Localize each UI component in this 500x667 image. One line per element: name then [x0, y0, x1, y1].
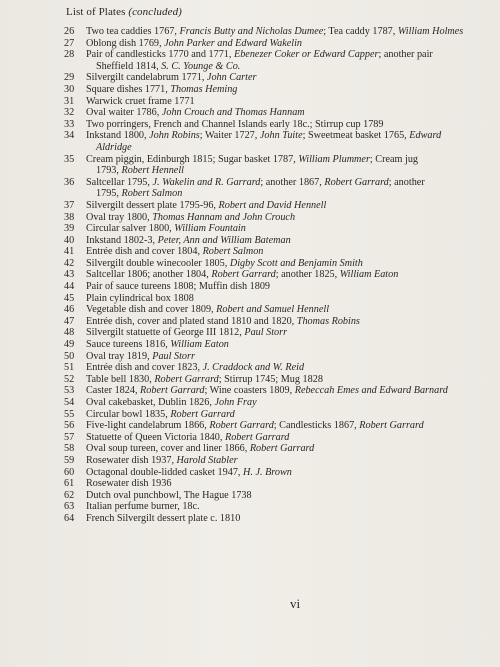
plate-number: 62	[64, 489, 75, 501]
maker-name: H. J. Brown	[243, 466, 292, 478]
plate-caption	[86, 409, 235, 421]
plate-text: ; another 1825,	[275, 269, 340, 281]
plate-caption	[86, 38, 302, 50]
plate-text: ; Stirrup 1745; Mug 1828	[218, 373, 323, 385]
plate-text: Oval waiter 1786,	[86, 107, 162, 119]
maker-name: S. C. Younge & Co.	[161, 60, 241, 72]
plate-number: 61	[64, 478, 75, 490]
maker-name: J. Wakelin and R. Garrard	[152, 176, 261, 188]
maker-name: Robert and David Hennell	[218, 199, 327, 211]
maker-name: Thomas Robins	[296, 315, 360, 327]
plate-text: Saltcellar 1795,	[86, 176, 153, 188]
plate-caption	[86, 281, 270, 293]
plate-text: Circular bowl 1835,	[86, 408, 171, 420]
plate-number: 43	[64, 269, 75, 281]
plate-number: 48	[64, 327, 75, 339]
plate-entry	[64, 467, 494, 479]
plate-text: French Silvergilt dessert plate c. 1810	[86, 512, 241, 524]
plate-text: Warwick cruet frame 1771	[86, 95, 195, 107]
plate-number: 41	[64, 246, 75, 258]
maker-name: John Robins	[149, 130, 200, 142]
plate-text: ; Candlesticks 1867,	[273, 420, 360, 432]
plate-number: 49	[64, 339, 75, 351]
plate-number: 40	[64, 234, 75, 246]
plate-text: Sauce tureens 1816,	[86, 339, 171, 351]
plate-entry	[64, 235, 494, 247]
maker-name: John Parker and Edward Wakelin	[164, 37, 302, 49]
plate-caption-continued	[96, 61, 240, 73]
maker-name: Thomas Heming	[170, 83, 238, 95]
plate-entry	[64, 397, 494, 409]
plate-text: Silvergilt double winecooler 1805,	[86, 257, 230, 269]
plate-text: Entrée dish, cover and plated stand 1810 and 1820,	[86, 315, 297, 327]
plate-entry	[64, 304, 494, 316]
plate-entry	[64, 339, 494, 351]
plate-caption	[86, 96, 195, 108]
maker-name: Robert Garrard	[154, 373, 219, 385]
plate-number: 30	[64, 83, 75, 95]
plate-number: 26	[64, 26, 75, 37]
plate-number: 64	[64, 512, 75, 524]
plate-text: Circular salver 1800,	[86, 223, 175, 235]
plate-caption	[86, 490, 252, 502]
plate-entry	[64, 316, 494, 328]
plate-number: 39	[64, 223, 75, 235]
plate-entry	[64, 212, 494, 224]
plate-number: 42	[64, 257, 75, 269]
maker-name: Robert and Samuel Hennell	[216, 304, 330, 316]
plate-text: Inkstand 1800,	[86, 130, 150, 142]
plate-entry	[64, 490, 494, 502]
plate-entry	[64, 200, 494, 212]
plate-text: Silvergilt statuette of George III 1812,	[86, 327, 245, 339]
plate-caption	[86, 293, 194, 305]
maker-name: William Plummer	[298, 153, 370, 165]
plate-caption	[86, 501, 200, 513]
plate-caption	[86, 339, 229, 351]
plate-text: Five-light candelabrum 1866,	[86, 420, 210, 432]
plate-text: Inkstand 1802-3,	[86, 234, 158, 246]
plate-number: 53	[64, 385, 75, 397]
plate-number: 55	[64, 408, 75, 420]
plate-text: Pair of candlesticks 1770 and 1771,	[86, 49, 234, 61]
maker-name: Paul Storr	[244, 327, 288, 339]
plate-text: 1795,	[96, 188, 122, 200]
maker-name: Robert Garrard	[359, 420, 424, 432]
plate-number: 36	[64, 176, 75, 188]
plate-entry	[64, 362, 494, 374]
page-number: vi	[289, 596, 301, 611]
plate-number: 50	[64, 350, 75, 362]
plate-text: ; another pair	[378, 49, 433, 61]
plate-text: ; another 1867,	[260, 176, 325, 188]
plate-number: 34	[64, 130, 75, 142]
plate-number: 44	[64, 281, 75, 293]
maker-name: Aldridge	[96, 141, 132, 153]
maker-name: William Holmes	[397, 26, 464, 37]
plate-caption	[86, 432, 289, 444]
plate-text: ; Wine coasters 1809,	[204, 385, 295, 397]
maker-name: Robert Garrard	[170, 408, 235, 420]
plate-entry	[64, 84, 494, 96]
plate-caption	[86, 49, 433, 61]
plate-number: 37	[64, 199, 75, 211]
maker-name: Digby Scott and Benjamin Smith	[229, 257, 363, 269]
plate-caption	[86, 212, 295, 224]
plate-number: 60	[64, 466, 75, 478]
plate-number: 52	[64, 373, 75, 385]
plate-text: Rosewater dish 1937,	[86, 454, 177, 466]
plate-caption	[86, 327, 287, 339]
plate-text: Entrée dish and cover 1804,	[86, 246, 203, 258]
maker-name: William Eaton	[170, 339, 229, 351]
plate-caption	[86, 130, 441, 142]
plate-caption	[86, 84, 237, 96]
plate-list	[64, 26, 494, 525]
plate-caption	[86, 246, 263, 258]
maker-name: Edward	[409, 130, 442, 142]
plate-caption	[86, 235, 291, 247]
plate-text: Statuette of Queen Victoria 1840,	[86, 431, 225, 443]
plate-text: Pair of sauce tureens 1808; Muffin dish 1809	[86, 281, 271, 293]
plate-text: Octagonal double-lidded casket 1947,	[86, 466, 244, 478]
plate-number: 28	[64, 49, 75, 61]
plate-number: 38	[64, 211, 75, 223]
maker-name: John Crouch and Thomas Hannam	[161, 107, 305, 119]
plate-text: Oval soup tureen, cover and liner 1866,	[86, 443, 250, 455]
plate-number: 46	[64, 304, 75, 316]
plate-entry	[64, 385, 494, 397]
plate-text: Plain cylindrical box 1808	[86, 292, 194, 304]
maker-name: William Fountain	[174, 223, 246, 235]
maker-name: William Eaton	[339, 269, 399, 281]
plate-caption	[86, 177, 425, 189]
plate-entry	[64, 432, 494, 444]
plate-entry	[64, 281, 494, 293]
plate-caption	[86, 223, 246, 235]
plate-caption	[86, 72, 256, 84]
plate-entry	[64, 443, 494, 455]
plate-number: 51	[64, 362, 75, 374]
plate-text: Oval cakebasket, Dublin 1826,	[86, 397, 215, 408]
plate-text: Saltcellar 1806; another 1804,	[86, 269, 212, 281]
plate-text: 1793,	[96, 165, 122, 177]
plate-caption	[86, 26, 463, 38]
maker-name: Paul Storr	[152, 350, 195, 362]
plate-entry	[64, 258, 494, 270]
maker-name: Robert Garrard	[211, 269, 276, 281]
plate-caption	[86, 385, 448, 397]
plate-caption	[86, 397, 257, 409]
plate-entry	[64, 501, 494, 513]
plate-caption	[86, 478, 171, 490]
maker-name: Robert Hennell	[121, 165, 184, 177]
plate-number: 31	[64, 95, 75, 107]
plate-caption	[86, 107, 305, 119]
list-heading-title: List of Plates	[66, 6, 126, 18]
plate-entry	[64, 49, 494, 72]
plate-text: ; another	[388, 176, 425, 188]
maker-name: Robert Garrard	[324, 176, 389, 188]
maker-name: Harold Stabler	[176, 454, 238, 466]
maker-name: Thomas Hannam and John Crouch	[152, 211, 296, 223]
plate-text: Two tea caddies 1767,	[86, 26, 180, 37]
maker-name: Robert Garrard	[249, 443, 315, 455]
plate-entry	[64, 72, 494, 84]
plate-number: 45	[64, 292, 75, 304]
plate-caption	[86, 374, 323, 386]
plate-entry	[64, 119, 494, 131]
list-heading	[66, 6, 182, 18]
plate-text: Silvergilt dessert plate 1795-96,	[86, 199, 219, 211]
plate-text: Oblong dish 1769,	[86, 37, 165, 49]
maker-name: Peter, Ann and William Bateman	[157, 234, 291, 246]
plate-text: Dutch oval punchbowl, The Hague 1738	[86, 489, 252, 501]
maker-name: Robert Salmon	[202, 246, 264, 258]
plate-number: 27	[64, 37, 75, 49]
plate-number: 56	[64, 420, 75, 432]
plate-caption	[86, 443, 314, 455]
plate-text: Oval tray 1819,	[86, 350, 153, 362]
maker-name: Ebenezer Coker or Edward Capper	[233, 49, 379, 61]
plate-caption	[86, 258, 363, 270]
plate-caption-continued	[96, 188, 182, 200]
plate-text: ; Tea caddy 1787,	[323, 26, 398, 37]
plate-entry	[64, 513, 494, 525]
plate-text: Cream piggin, Edinburgh 1815; Sugar basket 1787,	[86, 153, 299, 165]
maker-name: John Carter	[206, 72, 257, 84]
plate-number: 54	[64, 397, 75, 408]
plate-text: Sheffield 1814,	[96, 60, 162, 72]
plate-entry	[64, 107, 494, 119]
maker-name: Rebeccah Emes and Edward Barnard	[294, 385, 448, 397]
plate-entry	[64, 38, 494, 50]
plate-entry	[64, 420, 494, 432]
plate-caption	[86, 467, 292, 479]
plate-text: Square dishes 1771,	[86, 83, 171, 95]
maker-name: Francis Butty and Nicholas Dumee	[179, 26, 324, 37]
maker-name: Robert Garrard	[224, 431, 290, 443]
plate-caption	[86, 154, 418, 166]
plate-entry	[64, 409, 494, 421]
maker-name: Robert Salmon	[121, 188, 183, 200]
plate-caption	[86, 269, 398, 281]
plate-entry	[64, 455, 494, 467]
plate-number: 32	[64, 107, 75, 119]
plate-entry	[64, 269, 494, 281]
plate-entry	[64, 478, 494, 490]
plate-text: Silvergilt candelabrum 1771,	[86, 72, 207, 84]
maker-name: Robert Garrard	[209, 420, 274, 432]
plate-caption	[86, 513, 240, 525]
plate-text: Vegetable dish and cover 1809,	[86, 304, 217, 316]
plate-text: Table bell 1830,	[86, 373, 155, 385]
plate-text: Caster 1824,	[86, 385, 141, 397]
plate-text: Oval tray 1800,	[86, 211, 153, 223]
plate-number: 57	[64, 431, 75, 443]
plate-caption	[86, 119, 384, 131]
plate-text: Rosewater dish 1936	[86, 478, 172, 490]
plate-number: 59	[64, 454, 75, 466]
plate-caption	[86, 200, 326, 212]
plate-caption-continued	[96, 165, 184, 177]
plate-caption-continued	[96, 142, 132, 154]
plate-caption	[86, 304, 329, 316]
plate-entry	[64, 374, 494, 386]
plate-number: 29	[64, 72, 75, 84]
plate-caption	[86, 420, 424, 432]
plate-text: Entrée dish and cover 1823,	[86, 362, 203, 374]
list-heading-qualifier: (concluded)	[128, 6, 182, 18]
plate-entry	[64, 96, 494, 108]
plate-caption	[86, 362, 304, 374]
plate-entry	[64, 223, 494, 235]
maker-name: John Fray	[214, 397, 257, 408]
plate-text: ; Cream jug	[369, 153, 419, 165]
plate-number: 35	[64, 153, 75, 165]
plate-caption	[86, 351, 195, 363]
plate-entry	[64, 26, 494, 38]
plate-entry	[64, 246, 494, 258]
plate-number: 47	[64, 315, 75, 327]
plate-entry	[64, 351, 494, 363]
maker-name: Robert Garrard	[140, 385, 205, 397]
plate-entry	[64, 130, 494, 153]
plate-number: 63	[64, 501, 75, 513]
plate-number: 58	[64, 443, 75, 455]
plate-text: ; Sweetmeat basket 1765,	[302, 130, 410, 142]
plate-text: Italian perfume burner, 18c.	[86, 501, 200, 513]
plate-entry	[64, 293, 494, 305]
maker-name: John Tuite	[259, 130, 303, 142]
plate-text: Two porringers, French and Channel Islands early 18c.; Stirrup cup 1789	[86, 118, 384, 130]
plate-entry	[64, 327, 494, 339]
maker-name: J. Craddock and W. Reid	[202, 362, 305, 374]
plate-entry	[64, 154, 494, 177]
plate-text: ; Waiter 1727,	[199, 130, 260, 142]
plate-caption	[86, 455, 238, 467]
plate-entry	[64, 177, 494, 200]
plate-number: 33	[64, 118, 75, 130]
plate-caption	[86, 316, 360, 328]
